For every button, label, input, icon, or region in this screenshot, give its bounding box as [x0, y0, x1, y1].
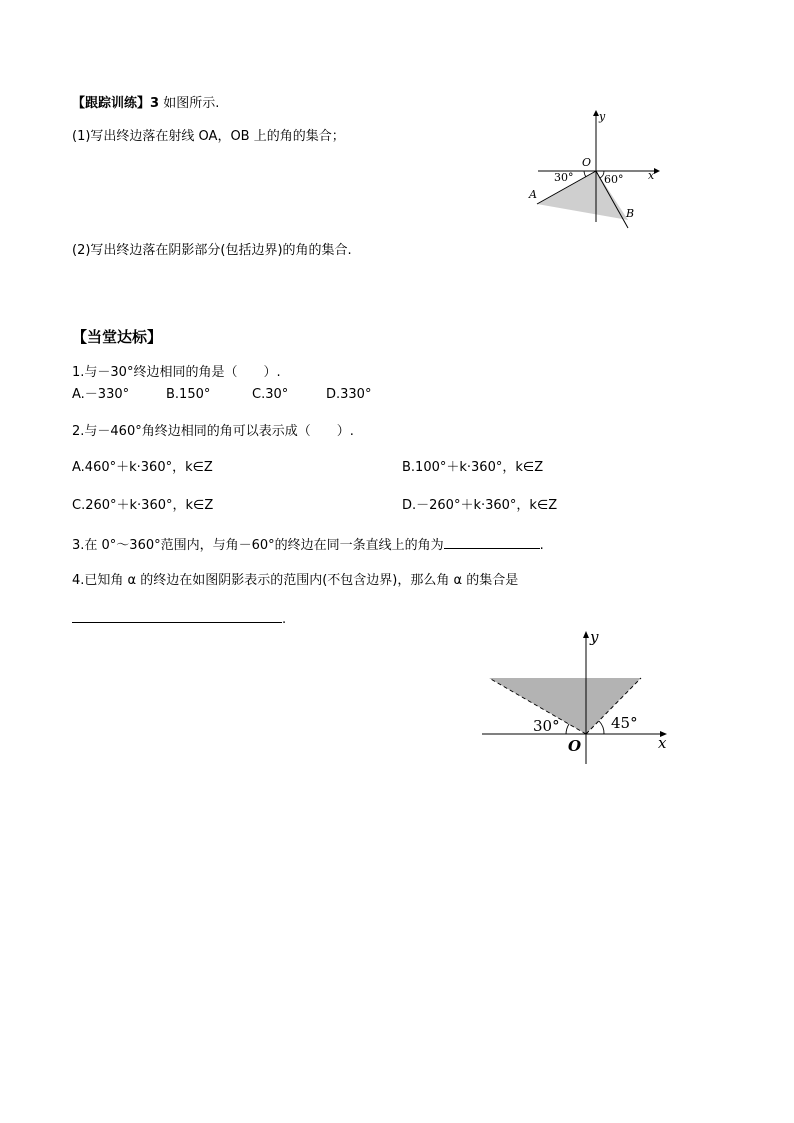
question-1-stem: 1.与－30°终边相同的角是（ ）. [72, 365, 281, 380]
question-4-stem: 4.已知角 α 的终边在如图阴影表示的范围内(不包含边界)，那么角 α 的集合是 [72, 573, 519, 588]
fig1-label-a: A [529, 188, 537, 201]
question-3-end: . [539, 538, 544, 553]
tracking-number: 3 [150, 96, 160, 111]
fig1-angle-60: 60° [604, 173, 624, 186]
tracking-question-1: (1)写出终边落在射线 OA，OB 上的角的集合； [72, 129, 345, 144]
question-2-option-d: D.－260°＋k·360°，k∈Z [402, 498, 558, 513]
angle-arc-45 [599, 721, 604, 734]
fig2-angle-45: 45° [611, 714, 638, 732]
fig1-label-o: O [582, 156, 592, 169]
angle-arc-30 [566, 724, 569, 734]
question-2-option-c: C.260°＋k·360°，k∈Z [72, 498, 214, 513]
question-4-end: . [282, 612, 287, 627]
fig1-label-b: B [626, 207, 635, 220]
fig2-label-y: y [590, 628, 599, 646]
question-1-option-d: D.330° [326, 387, 372, 402]
question-1-option-b: B.150° [166, 387, 211, 402]
fig2-label-x: x [658, 734, 667, 752]
tracking-prompt: 如图所示. [163, 96, 220, 111]
section-title: 【当堂达标】 [72, 328, 163, 346]
question-1-option-a: A.－330° [72, 387, 130, 402]
tracking-question-2: (2)写出终边落在阴影部分(包括边界)的角的集合. [72, 243, 352, 258]
question-2-option-a: A.460°＋k·360°，k∈Z [72, 460, 213, 475]
fig1-label-x: x [648, 169, 655, 182]
fig2-angle-30: 30° [533, 717, 560, 735]
question-1-option-c: C.30° [252, 387, 289, 402]
question-3-stem: 3.在 0°～360°范围内，与角－60°的终边在同一条直线上的角为 [72, 538, 444, 553]
tracking-heading: 【跟踪训练】 [72, 96, 151, 111]
fig1-angle-30: 30° [554, 171, 574, 184]
y-axis-arrow-icon [583, 631, 589, 638]
question-2-option-b: B.100°＋k·360°，k∈Z [402, 460, 544, 475]
fig2-label-o: O [568, 737, 582, 755]
question-2-stem: 2.与－460°角终边相同的角可以表示成（ ）. [72, 424, 354, 439]
fig1-label-y: y [599, 110, 606, 123]
